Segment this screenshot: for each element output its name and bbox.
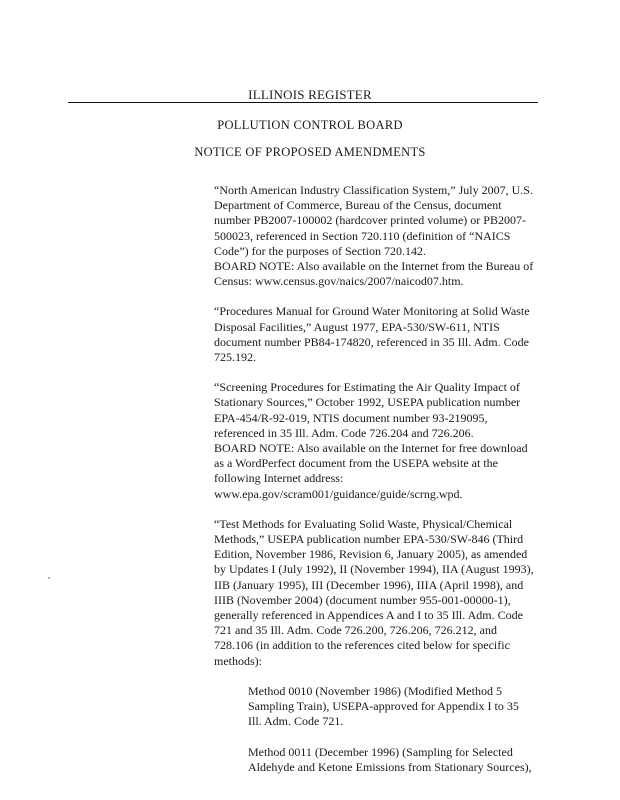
text-line: “Test Methods for Evaluating Solid Waste, Physical/Chemical: [214, 516, 513, 531]
text-line: “Screening Procedures for Estimating the Air Quality Impact of: [214, 380, 520, 395]
text-line: Method 0010 (November 1986) (Modified Method 5: [248, 683, 502, 698]
text-line: number PB2007-100002 (hardcover printed volume) or PB2007-: [214, 213, 526, 228]
text-line: “North American Industry Classification System,” July 2007, U.S.: [214, 183, 533, 197]
text-line: BOARD NOTE: Also available on the Internet for free download: [214, 441, 528, 456]
paragraph-method-0010: [248, 684, 550, 730]
scan-speck: [48, 577, 50, 579]
text-line: as a WordPerfect document from the USEPA website at the: [214, 456, 498, 471]
text-line: “Procedures Manual for Ground Water Monitoring at Solid Waste: [214, 304, 530, 319]
text-line: IIIB (November 2004) (document number 955-001-00000-1),: [214, 592, 511, 607]
text-line: methods):: [214, 653, 262, 668]
register-title: ILLINOIS REGISTER: [248, 87, 372, 102]
text-line: following Internet address:: [214, 471, 344, 486]
text-line: Ill. Adm. Code 721.: [248, 714, 344, 729]
board-name: POLLUTION CONTROL BOARD: [217, 118, 403, 132]
text-line: Aldehyde and Ketone Emissions from Stationary Sources),: [248, 759, 532, 774]
notice-title: NOTICE OF PROPOSED AMENDMENTS: [194, 145, 426, 159]
paragraph-naics: [214, 183, 550, 289]
paragraph-screening-procedures: [214, 380, 550, 502]
text-line: www.epa.gov/scram001/guidance/guide/scrng.wpd.: [214, 486, 463, 501]
text-line: 725.192.: [214, 350, 256, 365]
text-line: generally referenced in Appendices A and I to 35 Ill. Adm. Code: [214, 608, 523, 623]
text-line: 728.106 (in addition to the references cited below for specific: [214, 638, 510, 653]
document-body: [214, 183, 550, 790]
text-line: Census: www.census.gov/naics/2007/naicod07.htm.: [214, 274, 464, 289]
text-line: Method 0011 (December 1996) (Sampling for Selected: [248, 744, 513, 759]
text-line: EPA-454/R-92-019, NTIS document number 93-219095,: [214, 410, 488, 425]
text-line: by Updates I (July 1992), II (November 1994), IIA (August 1993),: [214, 562, 534, 577]
text-line: Disposal Facilities,” August 1977, EPA-530/SW-611, NTIS: [214, 319, 500, 334]
text-line: Code”) for the purposes of Section 720.142.: [214, 243, 426, 258]
text-line: Department of Commerce, Bureau of the Census, document: [214, 198, 502, 213]
header-rule: [68, 102, 538, 103]
text-line: Methods,” USEPA publication number EPA-530/SW-846 (Third: [214, 532, 524, 547]
text-line: 500023, referenced in Section 720.110 (definition of “NAICS: [214, 228, 511, 243]
text-line: Stationary Sources,” October 1992, USEPA publication number: [214, 395, 521, 410]
text-line: IIB (January 1995), III (December 1996), IIIA (April 1998), and: [214, 577, 524, 592]
text-line: document number PB84-174820, referenced in 35 Ill. Adm. Code: [214, 334, 529, 349]
text-line: BOARD NOTE: Also available on the Internet from the Bureau of: [214, 259, 534, 274]
text-line: 721 and 35 Ill. Adm. Code 726.200, 726.206, 726.212, and: [214, 623, 497, 638]
paragraph-groundwater-manual: [214, 304, 550, 365]
paragraph-test-methods: [214, 517, 550, 669]
text-line: Sampling Train), USEPA-approved for Appendix I to 35: [248, 699, 519, 714]
text-line: referenced in 35 Ill. Adm. Code 726.204 and 726.206.: [214, 425, 474, 440]
text-line: Edition, November 1986, Revision 6, January 2005), as amended: [214, 547, 528, 562]
paragraph-method-0011: [248, 745, 550, 775]
